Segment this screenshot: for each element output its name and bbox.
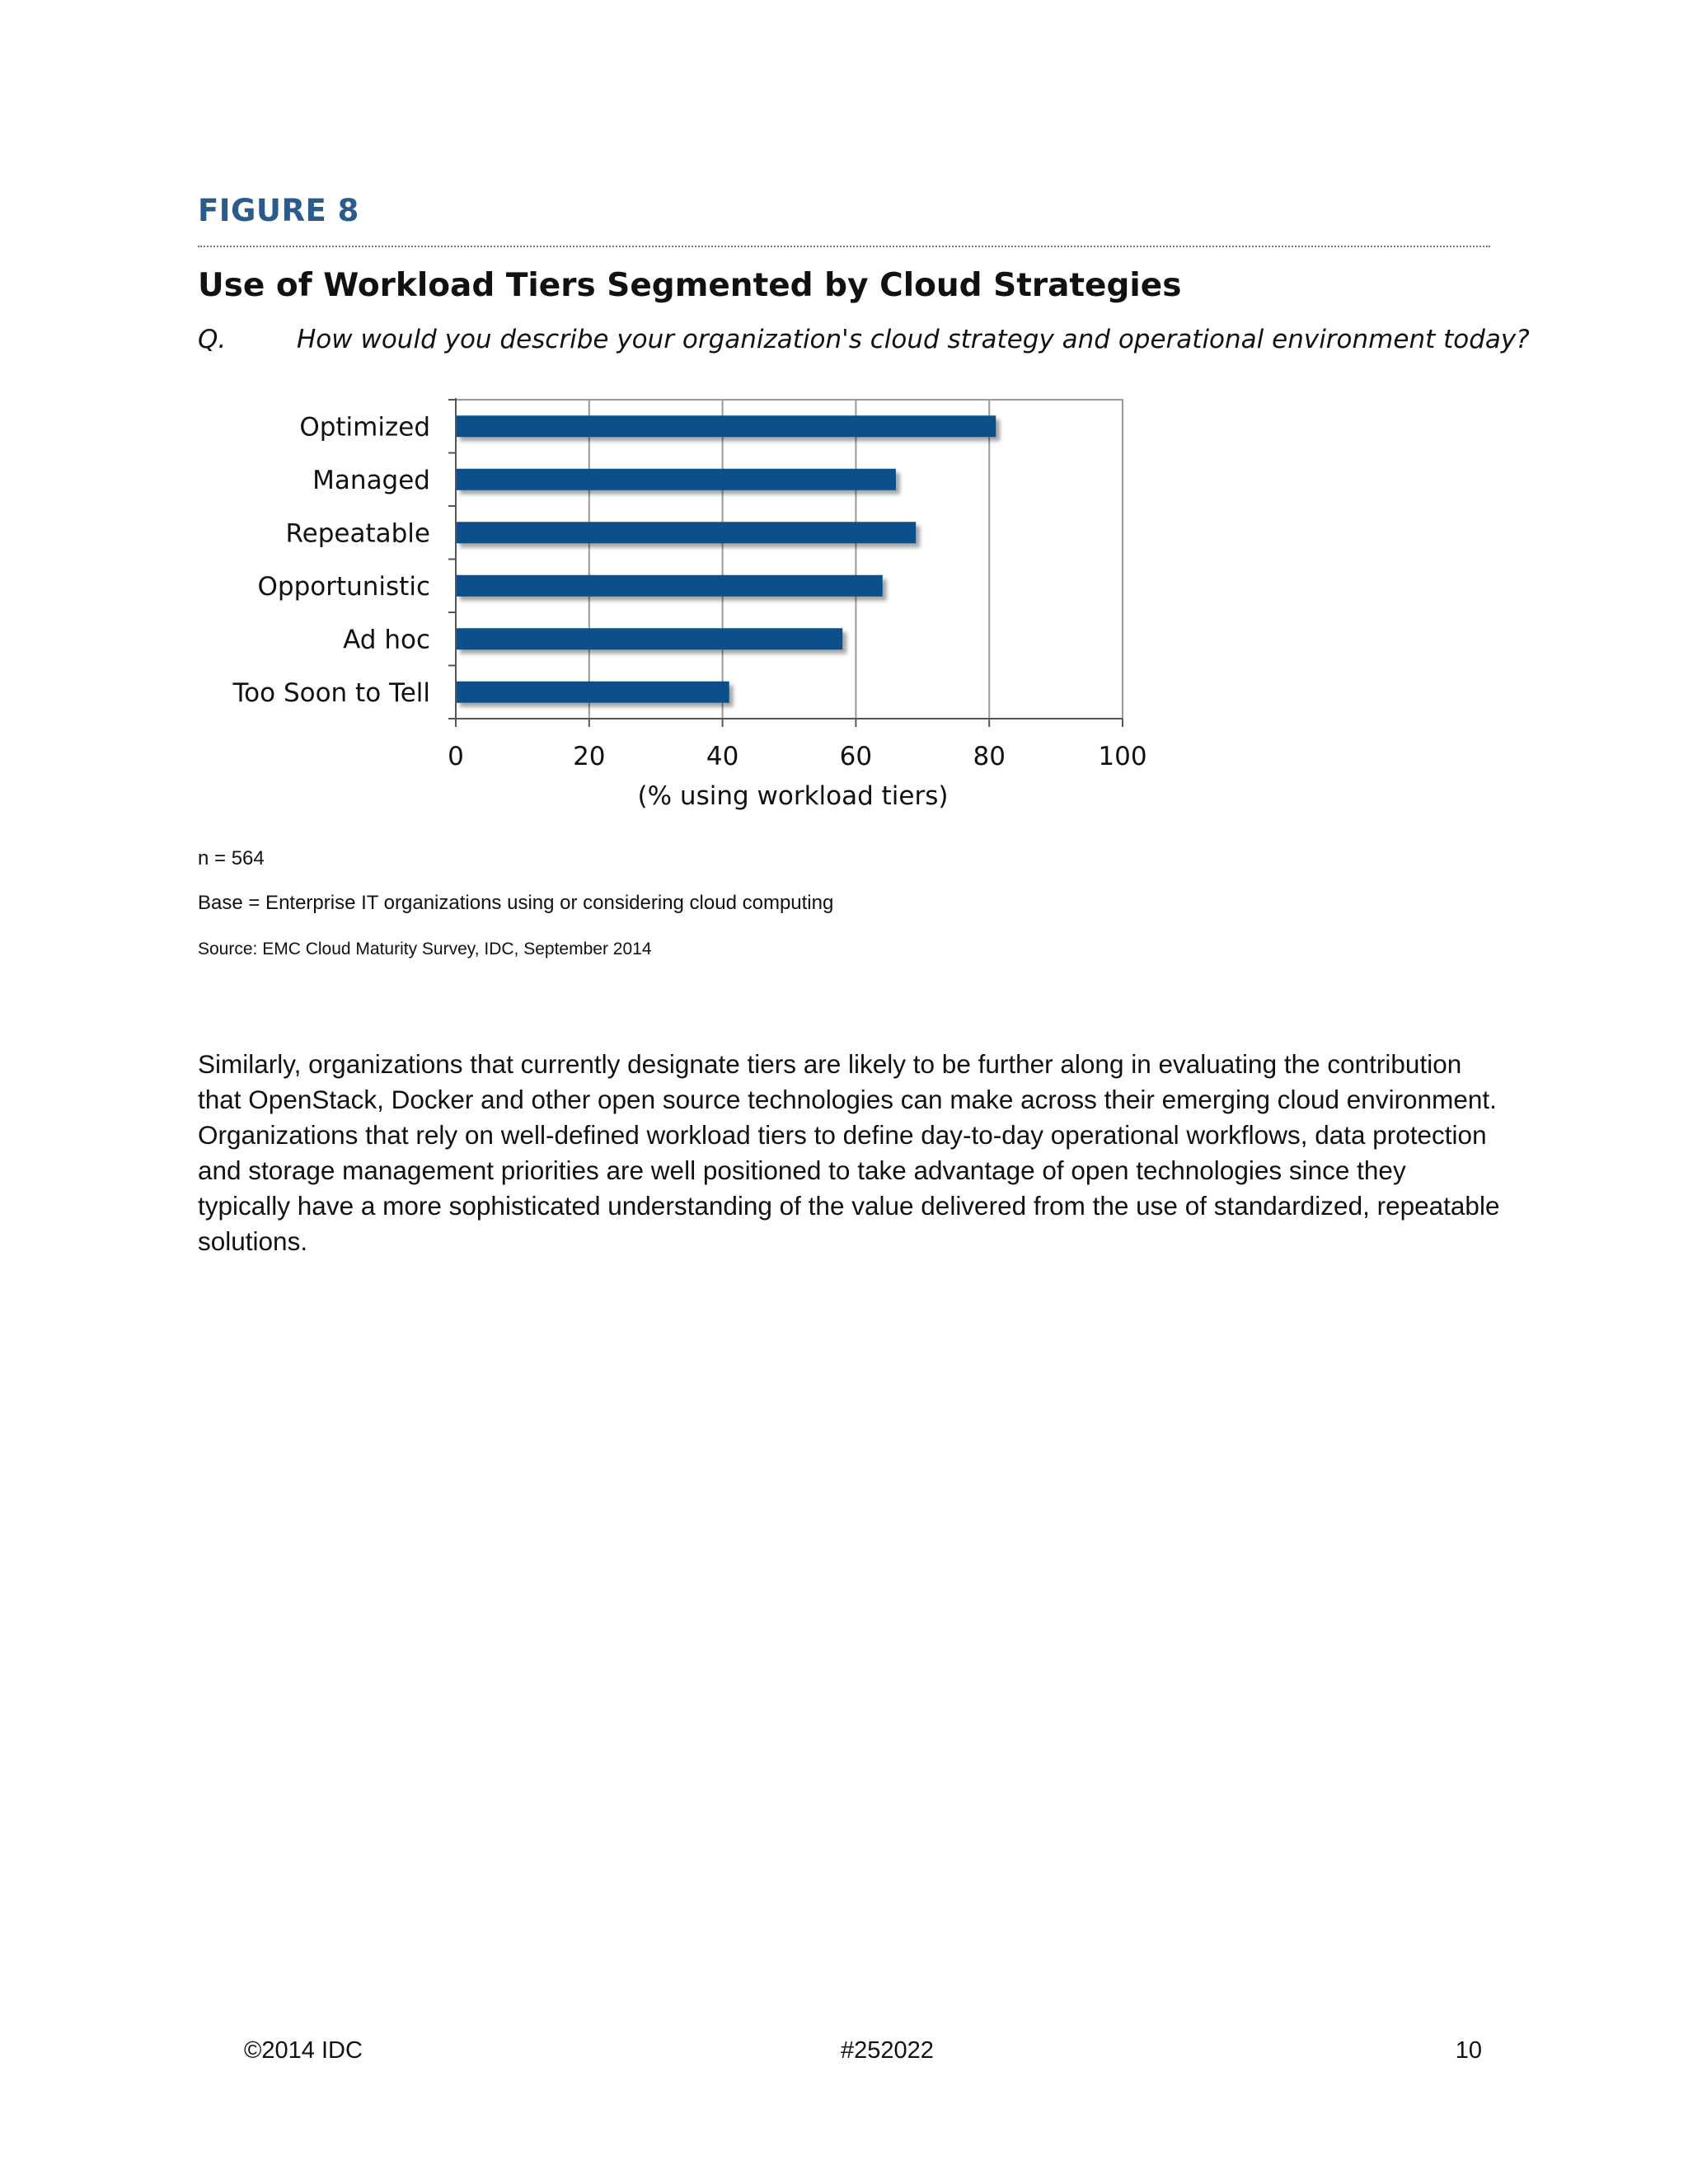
bar [456,682,729,703]
question-text: How would you describe your organization's cloud strategy and operational environment today? [297,325,1530,354]
x-tick-label: 60 [839,742,873,771]
footer-doc-number: #252022 [841,2037,934,2064]
bar [456,415,996,437]
x-tick-label: 20 [573,742,606,771]
x-tick-label: 40 [706,742,739,771]
sample-size-note: n = 564 [198,847,265,869]
category-label: Optimized [299,412,430,443]
category-label: Ad hoc [343,625,430,655]
bar [456,575,883,597]
footer-copyright: ©2014 IDC [244,2037,363,2064]
bar [456,469,896,490]
x-axis-title: (% using workload tiers) [637,781,949,811]
x-tick-label: 80 [973,742,1006,771]
category-label: Managed [312,465,430,495]
body-paragraph: Similarly, organizations that currently designate tiers are likely to be further along in evaluating the contribution that OpenStack, Docker and other open source technologies can make across their emerging cloud environment. Organizations that rely on well-defined workload tiers to define day-to-day operational workflows, data protection and storage management priorities are well positioned to take advantage of open technologies since they typically have a more sophisticated understanding of the value delivered from the use of standardized, repeatable solutions. [198,1049,1500,1256]
footer-page-number: 10 [1455,2037,1482,2064]
bar-chart [0,0,1688,841]
bar [456,522,916,543]
category-label: Repeatable [285,518,430,549]
category-label: Too Soon to Tell [232,677,430,708]
figure-label: FIGURE 8 [198,193,359,228]
x-tick-label: 0 [448,742,464,771]
category-label: Opportunistic [257,571,430,602]
figure-title: Use of Workload Tiers Segmented by Cloud Strategies [198,267,1182,304]
x-tick-label: 100 [1098,742,1147,771]
bar [456,628,842,649]
source-note: Source: EMC Cloud Maturity Survey, IDC, September 2014 [198,940,652,958]
base-note: Base = Enterprise IT organizations using or considering cloud computing [198,892,834,914]
plot-frame [456,400,1123,719]
question-label: Q. [198,325,227,354]
